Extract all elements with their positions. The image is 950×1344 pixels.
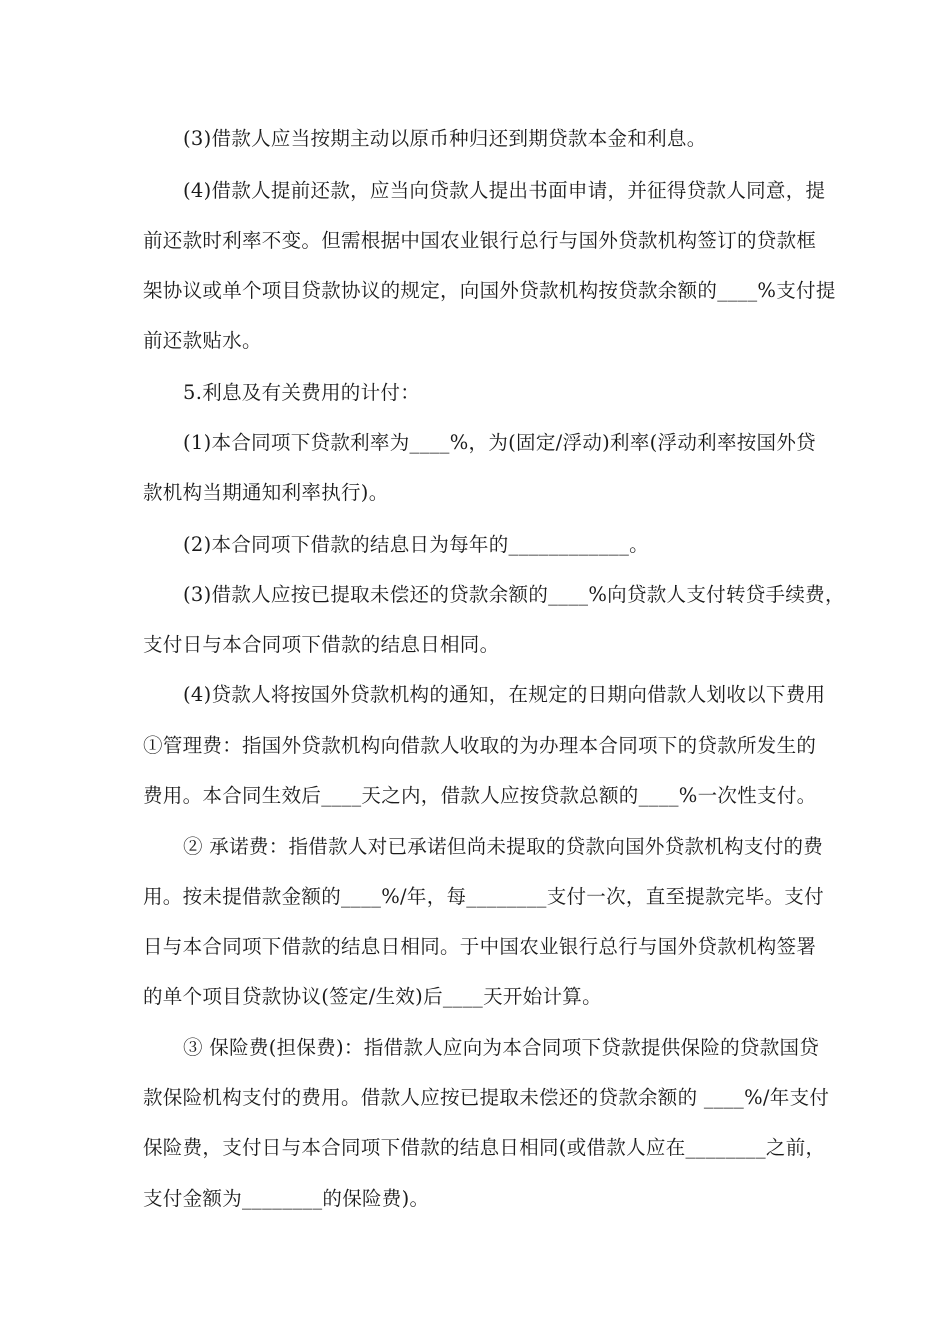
commitment-fee-line-2: 用。按未提借款金额的____%/年，每________支付一次，直至提款完毕。支付 [143, 885, 824, 908]
clause-5-3-line-1: (3)借款人应按已提取未偿还的贷款余额的____%向贷款人支付转贷手续费， [183, 583, 845, 606]
commitment-fee-line-1: ② 承诺费：指借款人对已承诺但尚未提取的贷款向国外贷款机构支付的费 [183, 835, 824, 858]
clause-3-repay-text: (3)借款人应当按期主动以原币种归还到期贷款本金和利息。 [183, 127, 707, 150]
clause-4-prepay-line-1: (4)借款人提前还款，应当向贷款人提出书面申请，并征得贷款人同意，提 [183, 179, 826, 202]
insurance-fee-line-1: ③ 保险费(担保费)：指借款人应向为本合同项下贷款提供保险的贷款国贷 [183, 1036, 820, 1059]
commitment-fee-line-4: 的单个项目贷款协议(签定/生效)后____天开始计算。 [143, 985, 602, 1008]
clause-5-4-line-1: (4)贷款人将按国外贷款机构的通知，在规定的日期向借款人划收以下费用 [183, 683, 826, 706]
clause-5-1-line-1: (1)本合同项下贷款利率为____%，为(固定/浮动)利率(浮动利率按国外贷 [183, 431, 816, 454]
insurance-fee-line-3: 保险费，支付日与本合同项下借款的结息日相同(或借款人应在________之前， [143, 1136, 826, 1159]
clause-5-4-line-3: 费用。本合同生效后____天之内，借款人应按贷款总额的____%一次性支付。 [143, 784, 817, 807]
clause-5-3-line-2: 支付日与本合同项下借款的结息日相同。 [143, 633, 500, 656]
clause-4-prepay-line-3: 架协议或单个项目贷款协议的规定，向国外贷款机构按贷款余额的____%支付提 [143, 279, 836, 302]
commitment-fee-line-3: 日与本合同项下借款的结息日相同。于中国农业银行总行与国外贷款机构签署 [143, 935, 817, 958]
clause-4-prepay-line-4: 前还款贴水。 [143, 329, 262, 352]
insurance-fee-line-4: 支付金额为________的保险费)。 [143, 1187, 430, 1210]
clause-4-prepay-line-2: 前还款时利率不变。但需根据中国农业银行总行与国外贷款机构签订的贷款框 [143, 229, 817, 252]
clause-5-1-line-2: 款机构当期通知利率执行)。 [143, 481, 389, 504]
clause-5-4-line-2: ①管理费：指国外贷款机构向借款人收取的为办理本合同项下的贷款所发生的 [143, 734, 817, 757]
insurance-fee-line-2: 款保险机构支付的费用。借款人应按已提取未偿还的贷款余额的 ____%/年支付 [143, 1086, 830, 1109]
clause-5-2-text: (2)本合同项下借款的结息日为每年的____________。 [183, 533, 649, 556]
section-5-heading: 5.利息及有关费用的计付： [183, 381, 421, 404]
